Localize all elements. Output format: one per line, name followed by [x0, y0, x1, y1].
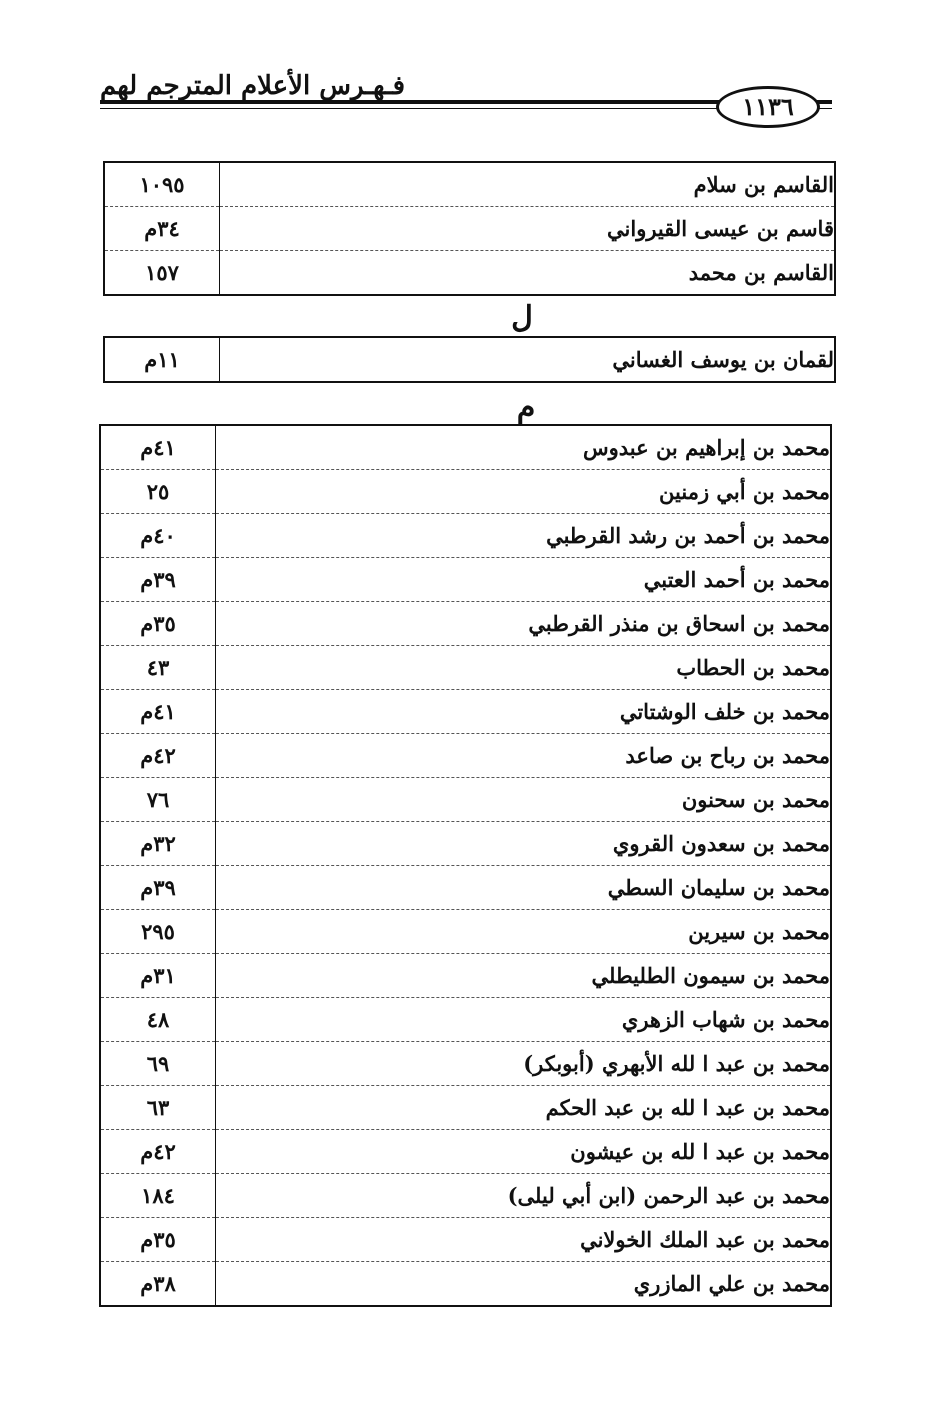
table-row [100, 470, 831, 514]
table-row [100, 425, 831, 470]
entry-page-ref: ٤٣ [100, 646, 216, 690]
entry-page-ref: ٤٠م [100, 514, 216, 558]
entry-name: القاسم بن محمد [688, 260, 834, 285]
entry-name: محمد بن عبد ا لله بن عيشون [216, 1130, 832, 1174]
table-row [100, 954, 831, 998]
table-row [104, 337, 835, 382]
entry-page-ref: ٧٦ [100, 778, 216, 822]
entry-name: محمد بن إبراهيم بن عبدوس [216, 425, 832, 470]
entry-page-ref: ١٠٩٥ [104, 162, 220, 207]
entry-name: محمد بن علي المازري [633, 1271, 830, 1296]
table-row [100, 1086, 831, 1130]
table-row [100, 690, 831, 734]
table-row [100, 734, 831, 778]
table-row [100, 866, 831, 910]
entry-name: محمد بن سيمون الطليطلي [216, 954, 832, 998]
entry-page-ref: ٣٢م [100, 822, 216, 866]
index-table-l [103, 336, 836, 383]
entry-name: محمد بن عبد ا لله بن عبد الحكم [216, 1086, 832, 1130]
entry-page-ref: ٣٩م [100, 866, 216, 910]
entry-name: محمد بن اسحاق بن منذر القرطبي [216, 602, 832, 646]
section-letter-lam: ل [511, 300, 533, 335]
table-row [100, 778, 831, 822]
entry-page-ref: ٣٨م [100, 1262, 216, 1307]
entry-name: محمد بن خلف الوشتاتي [216, 690, 832, 734]
entry-name: لقمان بن يوسف الغساني [612, 347, 834, 372]
table-row [100, 1042, 831, 1086]
entry-name: محمد بن رباح بن صاعد [216, 734, 832, 778]
table-row [100, 822, 831, 866]
entry-page-ref: ٢٥ [100, 470, 216, 514]
entry-name: محمد بن شهاب الزهري [216, 998, 832, 1042]
entry-name: محمد بن عبد الملك الخولاني [216, 1218, 832, 1262]
entry-name: محمد بن أحمد بن رشد القرطبي [216, 514, 832, 558]
table-row [100, 1262, 831, 1307]
table-row [104, 207, 835, 251]
entry-name: محمد بن سليمان السطي [216, 866, 832, 910]
entry-name: محمد بن أحمد العتبي [216, 558, 832, 602]
entry-name: محمد بن أبي زمنين [216, 470, 832, 514]
table-row [104, 162, 835, 207]
entry-name: القاسم بن سلام [220, 162, 836, 207]
table-row [100, 1218, 831, 1262]
entry-page-ref: ٤١م [100, 690, 216, 734]
entry-page-ref: ٢٩٥ [100, 910, 216, 954]
entry-page-ref: ٣٤م [104, 207, 220, 251]
entry-name: محمد بن الحطاب [216, 646, 832, 690]
index-table-q [103, 161, 836, 296]
entry-page-ref: ٣١م [100, 954, 216, 998]
table-row [104, 251, 835, 296]
entry-page-ref: ٦٩ [100, 1042, 216, 1086]
table-row [100, 646, 831, 690]
entry-page-ref: ٤٢م [100, 734, 216, 778]
table-row [100, 558, 831, 602]
table-row [100, 602, 831, 646]
entry-page-ref: ٣٩م [100, 558, 216, 602]
table-row [100, 910, 831, 954]
entry-page-ref: ٤١م [100, 425, 216, 470]
entry-page-ref: ٣٥م [100, 1218, 216, 1262]
table-row [100, 1174, 831, 1218]
header-title: فـهـرس الأعلام المترجم لهم [100, 71, 406, 101]
entry-page-ref: ١١م [104, 337, 220, 382]
entry-page-ref: ٤٢م [100, 1130, 216, 1174]
page-number: ١١٣٦ [716, 86, 820, 128]
entry-name: محمد بن سيرين [216, 910, 832, 954]
entry-page-ref: ٣٥م [100, 602, 216, 646]
entry-name: محمد بن سحنون [216, 778, 832, 822]
entry-name: محمد بن سعدون القروي [216, 822, 832, 866]
index-table-m [99, 424, 832, 1307]
table-row [100, 514, 831, 558]
entry-page-ref: ٦٣ [100, 1086, 216, 1130]
section-letter-mim: م [516, 390, 536, 425]
entry-page-ref: ١٥٧ [104, 251, 220, 296]
entry-name: محمد بن عبد الرحمن (ابن أبي ليلى) [216, 1174, 832, 1218]
entry-page-ref: ١٨٤ [100, 1174, 216, 1218]
table-row [100, 1130, 831, 1174]
entry-page-ref: ٤٨ [100, 998, 216, 1042]
entry-name: قاسم بن عيسى القيرواني [220, 207, 836, 251]
table-row [100, 998, 831, 1042]
entry-name: محمد بن عبد ا لله الأبهري (أبوبكر) [216, 1042, 832, 1086]
